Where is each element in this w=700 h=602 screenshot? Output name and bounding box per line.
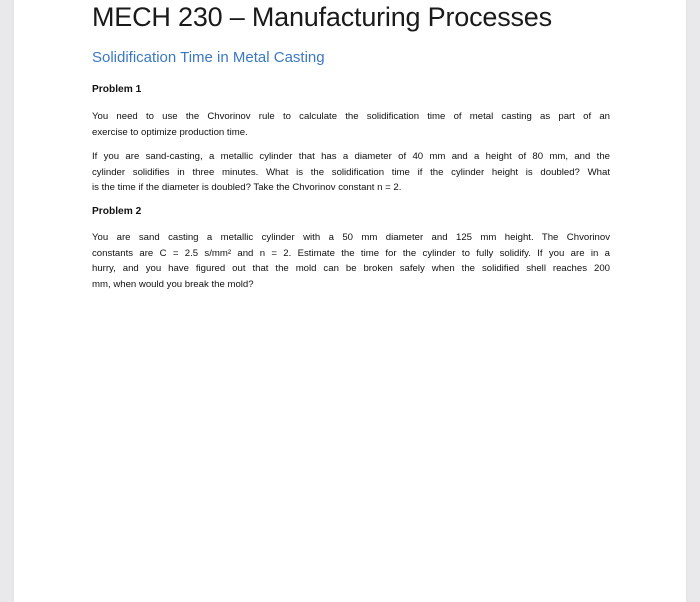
problem-2-line-2: constants are C = 2.5 s/mm² and n = 2. Estimate the time for the cylinder to fully solidify. If you are in a [92, 247, 610, 259]
problem-1-question-paragraph [92, 149, 610, 196]
problem-1-intro-line-1: You need to use the Chvorinov rule to calculate the solidification time of metal casting as part of an [92, 111, 610, 122]
problem-2-heading: Problem 2 [92, 206, 142, 217]
document-subtitle: Solidification Time in Metal Casting [92, 49, 325, 66]
problem-1-heading: Problem 1 [92, 84, 142, 95]
problem-2-paragraph [92, 230, 610, 292]
problem-1-intro-line-2: exercise to optimize production time. [92, 126, 248, 138]
problem-1-intro-paragraph [92, 109, 610, 140]
document-title: MECH 230 – Manufacturing Processes [92, 2, 552, 32]
problem-1-question-line-3: is the time if the diameter is doubled? Take the Chvorinov constant n = 2. [92, 182, 402, 194]
problem-2-line-1: You are sand casting a metallic cylinder with a 50 mm diameter and 125 mm height. The Chvorinov [92, 232, 610, 243]
problem-1-question-line-2: cylinder solidifies in three minutes. What is the solidification time if the cylinder height is doubled? What [92, 166, 610, 178]
problem-2-line-4: mm, when would you break the mold? [92, 278, 254, 290]
problem-1-question-line-1: If you are sand-casting, a metallic cylinder that has a diameter of 40 mm and a height of 80 mm, and the [92, 151, 610, 162]
problem-2-line-3: hurry, and you have figured out that the mold can be broken safely when the solidified shell reaches 200 [92, 263, 610, 275]
document-page [14, 0, 686, 602]
